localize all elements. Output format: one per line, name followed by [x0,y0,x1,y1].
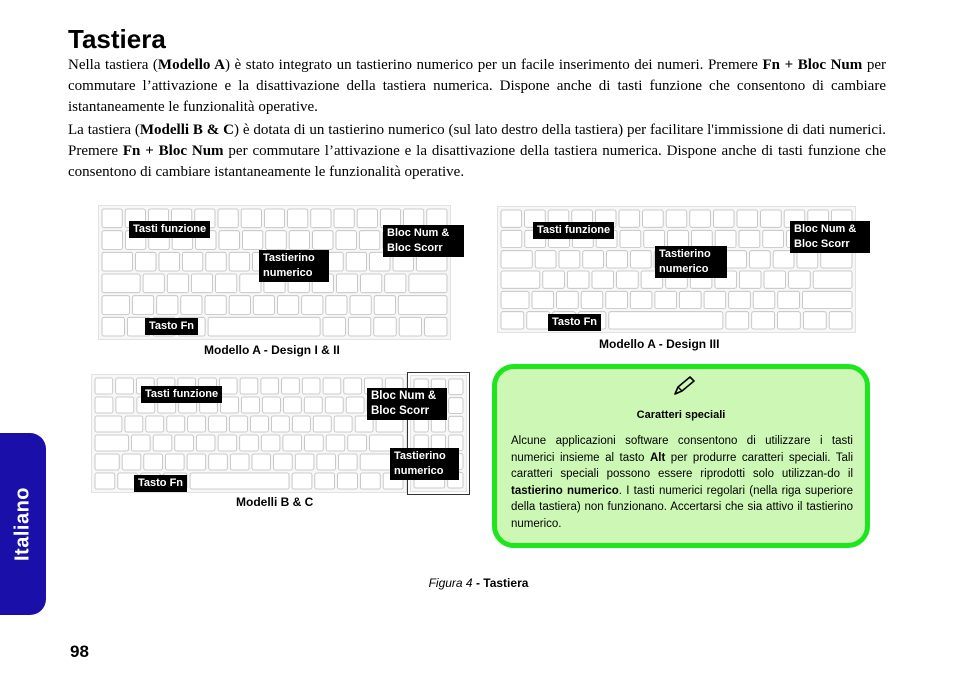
key [240,378,258,394]
key [311,209,331,228]
key [261,435,280,451]
key [143,274,164,293]
key [326,296,347,315]
key [583,251,604,268]
key [374,317,396,336]
key [655,291,677,308]
key [218,209,238,228]
key [278,296,299,315]
key [726,251,747,268]
key [764,271,786,288]
callout-numeric-keypad: Tastierino numerico [655,246,727,278]
key [778,312,801,329]
key [230,454,249,470]
key [715,230,736,247]
key [187,454,206,470]
key [336,231,356,250]
key [829,312,852,329]
callout-num-scroll-lock: Bloc Num & Bloc Scorr [367,388,447,420]
key [144,454,163,470]
key [209,454,228,470]
key [532,291,554,308]
key [501,230,522,247]
key [789,271,811,288]
key [666,210,687,227]
key [449,416,463,432]
key [713,210,734,227]
key [399,317,421,336]
key [206,252,226,271]
key [181,296,202,315]
key [229,296,250,315]
key [668,230,689,247]
key [153,435,172,451]
note-body: Alcune applicazioni software consentono di utilizzare i tasti numerici insieme al tasto Alt per produrre caratteri speciali. Tali caratteri speciali possono essere riprodotti solo utilizzan-do il tastierino numerico. I tasti numerici regolari (nella riga superiore della tastiera) non funzionano. Accertarsi che sia attivo il tastierino numerico. [511,435,853,530]
key [274,454,293,470]
key [315,473,335,489]
key [95,378,113,394]
key [749,251,770,268]
special-characters-note [492,364,870,548]
key [346,397,364,413]
key [125,416,143,432]
key [102,252,133,271]
note-title: Caratteri speciali [636,409,726,421]
key [159,252,179,271]
key [797,251,818,268]
key [253,296,274,315]
key [350,296,371,315]
key [690,210,711,227]
key [190,473,289,489]
key [282,378,300,394]
key [219,231,239,250]
key [348,435,367,451]
key [102,296,130,315]
key [606,291,628,308]
key [288,209,308,228]
key [739,230,760,247]
key [216,274,237,293]
key [289,231,309,250]
key [737,210,758,227]
key [136,252,156,271]
key [334,209,354,228]
key [283,397,301,413]
key [409,274,447,293]
key [543,271,565,288]
key [325,397,343,413]
intro-paragraph-model-bc: La tastiera (Modelli B & C) è dotata di un tastierino numerico (sul lato destro della tastiera) per facilitare l'immissione di dati numerici. Premere Fn + Bloc Num per commutare l’attivazione e la disattivazione della tastiera numerica. Dispone anche di tasti funzione che consentono di cambiare istantaneamente le funzionalità operative. [68,122,887,180]
key [326,435,345,451]
key [271,416,289,432]
key [609,312,723,329]
key [313,416,331,432]
key [146,416,164,432]
key [157,296,178,315]
key [339,454,358,470]
caption-models-b-c: Modelli B & C [236,495,314,509]
key [305,435,324,451]
key [242,231,262,250]
key [336,274,357,293]
page-title: Tastiera [68,24,166,54]
key [752,312,775,329]
callout-function-keys: Tasti funzione [129,221,210,238]
key [778,291,800,308]
figure-caption: Figura 4 - Tastiera [428,576,529,590]
key [175,435,194,451]
key [313,231,333,250]
key [196,435,215,451]
callout-fn-key: Tasto Fn [145,318,198,335]
key [359,231,379,250]
key [535,251,556,268]
key [729,291,751,308]
key [264,209,284,228]
key [449,398,463,414]
key [501,271,540,288]
key [102,274,140,293]
key [102,209,122,228]
key [230,416,248,432]
key [95,454,119,470]
callout-num-scroll-lock: Bloc Num & Bloc Scorr [383,225,464,257]
key [803,312,826,329]
key [739,271,761,288]
key [304,397,322,413]
caption-model-a-design-3: Modello A - Design III [599,337,720,351]
key [283,435,302,451]
key [323,317,345,336]
key [323,378,341,394]
key [559,251,580,268]
key [205,296,226,315]
key [292,473,312,489]
key [218,435,237,451]
key [449,379,463,395]
page-number: 98 [70,642,89,661]
key [630,251,651,268]
key [501,291,529,308]
key [357,209,377,228]
key [166,454,185,470]
key [617,271,639,288]
key [221,397,239,413]
key [251,416,269,432]
key [348,317,370,336]
callout-function-keys: Tasti funzione [533,222,614,239]
key [398,296,447,315]
key [188,416,206,432]
key [619,210,640,227]
key [95,473,115,489]
key [317,454,336,470]
key [344,378,362,394]
key [102,317,124,336]
callout-numeric-keypad: Tastierino numerico [259,250,329,282]
key [592,271,614,288]
key [102,231,122,250]
language-side-tab: Italiano [0,433,46,615]
key [557,291,579,308]
key [242,397,260,413]
key [263,397,281,413]
key [95,397,113,413]
key [132,435,151,451]
key [773,251,794,268]
key [266,231,286,250]
key [643,210,664,227]
key [361,274,382,293]
callout-function-keys: Tasti funzione [141,386,222,403]
key [116,397,134,413]
key [229,252,249,271]
key [821,251,852,268]
key [360,473,380,489]
key [501,210,522,227]
key [761,210,782,227]
key [726,312,749,329]
key [167,416,185,432]
key [527,312,550,329]
key [581,291,603,308]
key [385,274,406,293]
key [567,271,589,288]
key [261,378,279,394]
key [346,252,366,271]
key [122,454,141,470]
key [620,230,641,247]
key [95,435,129,451]
key [813,271,852,288]
key [607,251,628,268]
key [240,435,259,451]
caption-model-a-design-1-2: Modello A - Design I & II [204,343,340,357]
key [334,416,352,432]
key [753,291,775,308]
key [644,230,665,247]
key [338,473,358,489]
key [302,378,320,394]
key [704,291,726,308]
key [95,416,122,432]
key [691,230,712,247]
key [167,274,188,293]
key [252,454,271,470]
pencil-icon [672,375,696,397]
key [182,252,202,271]
key [302,296,323,315]
key [802,291,852,308]
key [240,274,261,293]
key [630,291,652,308]
key [680,291,702,308]
key [208,317,320,336]
key [191,274,212,293]
key [501,312,524,329]
callout-num-scroll-lock: Bloc Num & Bloc Scorr [790,221,870,253]
key [241,209,261,228]
key [133,296,154,315]
key [295,454,314,470]
callout-fn-key: Tasto Fn [548,314,601,331]
key [425,317,447,336]
key [292,416,310,432]
key [374,296,395,315]
callout-numeric-keypad: Tastierino numerico [390,448,459,480]
intro-paragraph-model-a: Nella tastiera (Modello A) è stato integrato un tastierino numerico per un facile inserimento dei numeri. Premere Fn + Bloc Num per commutare l’attivazione e la disattivazione della tastiera numerica. Dispone anche di tasti funzione che consentono di cambiare istantaneamente le funzionalità operative. [68,57,887,115]
callout-fn-key: Tasto Fn [134,475,187,492]
key [209,416,227,432]
key [763,230,784,247]
key [501,251,532,268]
key [116,378,134,394]
